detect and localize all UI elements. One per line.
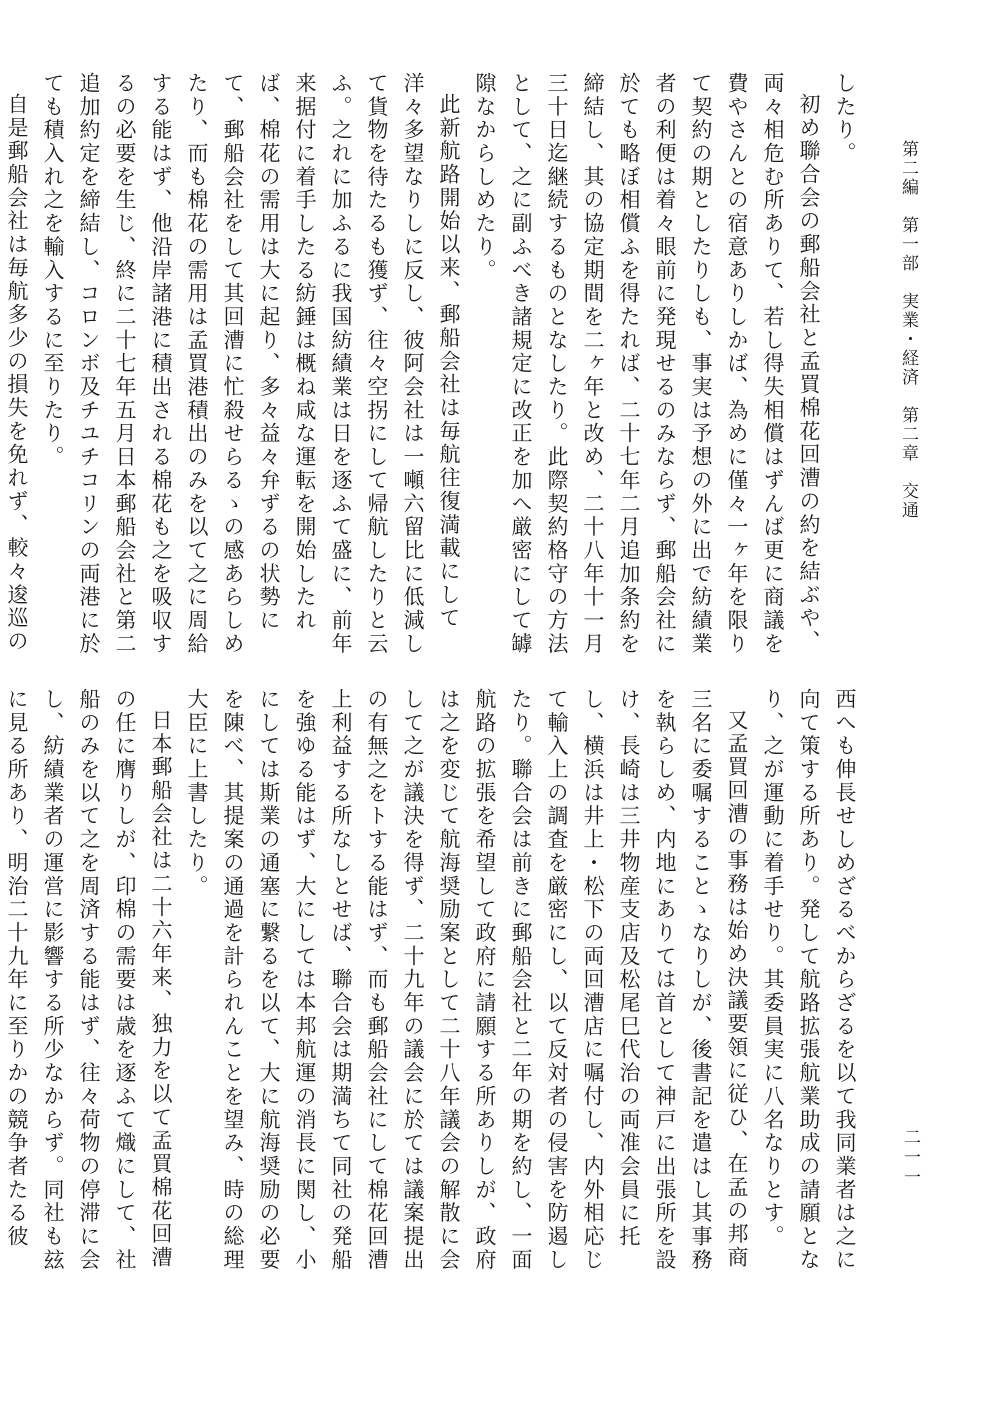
paragraph: 日本郵船会社は二十六年来、独力を以て孟買棉花回漕の任に膺りしが、印棉の需要は歳を逐ふて熾にして、社船のみを以て之を周済する能はず、往々荷物の停滞に会し、紡績業者の運営に影響する所少なからず。同社も玆に見る所あり、明治二十九年に至りかの競争者たる彼	[5, 688, 173, 1272]
paragraph: 初め聯合会の郵船会社と孟買棉花回漕の約を結ぶや、両々相危む所ありて、若し得失相償はずんば更に商議を費やさんとの宿意ありしかば、為めに僅々一ヶ年を限りて契約の期としたりしも、事実は予想の外に出で紡績業者の利便は着々眼前に発現せるのみならず、郵船会社に於ても略ぼ相償ふを得たれば、二十七年二月追加条約を締結し、其の協定期間を二ヶ年と改め、二十八年十一月三十日迄継続するものとなしたり。此際契約格守の方法として、之に副ふべき諸規定に改正を加へ厳密にして罅隙なからしめたり。	[473, 72, 821, 656]
paragraph: 自是郵船会社は毎航多少の損失を免れず、較々逡巡の	[5, 93, 29, 654]
paragraph: 此新航路開始以来、郵船会社は毎航往復満載にして洋々多望なりしに反し、彼阿会社は一噸六留比に低減して貨物を待たるも獲ず、往々空拐にして帰航したりと云ふ。之れに加ふるに我国紡績業は日を逐ふて盛に、前年来据付に着手したる紡錘は概ね咸な運転を開始したれば、棉花の需用は大に起り、多々益々弁ずるの状勢にて、郵船会社をして其回漕に忙殺せらるゝの感あらしめたり、而も棉花の需用は孟買港積出のみを以て之に周給する能はず、他沿岸諸港に積出される棉花も之を吸収するの必要を生じ、終に二十七年五月日本郵船会社と第二追加約定を締結し、コロンボ及チユチコリンの両港に於ても積入れ之を輸入するに至りたり。	[41, 72, 461, 656]
paragraph: したり。	[833, 72, 857, 166]
paragraph: 西へも伸長せしめざるべからざるを以て我同業者は之に向て策する所あり。発して航路拡張航業助成の請願となり、之が運動に着手せり。其委員実に八名なりとす。	[761, 688, 857, 1272]
paragraph: 又孟買回漕の事務は始め決議要領に従ひ、在孟の邦商三名に委嘱することゝなりしが、後書記を遣はし其事務を執らしめ、内地にありては首として神戸に出張所を設け、長崎は三井物産支店及松尾巳代治の両准会員に托し、横浜は井上・松下の両回漕店に嘱付し、内外相応じて輸入上の調査を厳密にし、以て反対者の侵害を防遏したり。聯合会は前きに郵船会社と二年の期を約し、一面航路の拡張を希望して政府に請願する所ありしが、政府は之を変じて航海奨励案として二十八年議会の解散に会して之が議決を得ず、二十九年の議会に於ては議案提出の有無之をトする能はず、而も郵船会社にして棉花回漕上利益する所なしとせば、聯合会は期満ちて同社の発船を強ゆる能はず、大にしては本邦航運の消長に関し、小にしては斯業の通塞に繋るを以て、大に航海奨励の必要を陳べ、其提案の通過を計られんことを望み、時の総理大臣に上書したり。	[185, 688, 749, 1272]
lower-text-block	[5, 688, 863, 1288]
running-head: 第二編 第一部 実業・経済 第二章 交通	[898, 140, 918, 520]
page-number: 二一一	[900, 1128, 920, 1188]
upper-text-block	[5, 72, 863, 672]
